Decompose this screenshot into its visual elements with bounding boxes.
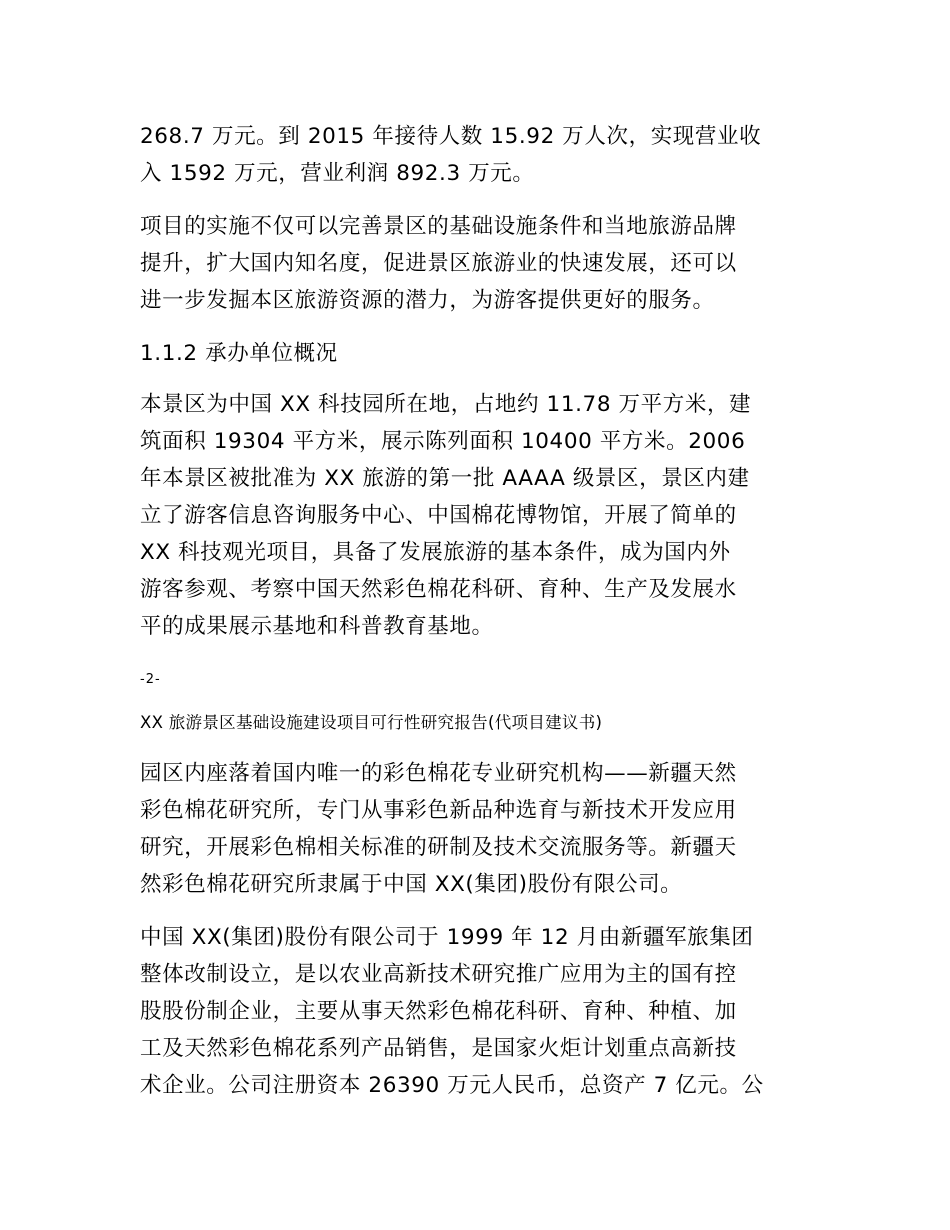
text-line: 筑面积 19304 平方米，展示陈列面积 10400 平方米。2006 <box>140 429 746 454</box>
paragraph-scenic-area <box>140 386 810 645</box>
text-line: 平的成果展示基地和科普教育基地。 <box>140 614 494 639</box>
text-line: 中国 XX(集团)股份有限公司于 1999 年 12 月由新疆军旅集团 <box>140 925 754 950</box>
paragraph-project-benefits <box>140 208 810 319</box>
text-line: 进一步发掘本区旅游资源的潜力，为游客提供更好的服务。 <box>140 288 715 313</box>
text-line: XX 科技观光项目，具备了发展旅游的基本条件，成为国内外 <box>140 540 731 565</box>
text-line: 提升，扩大国内知名度，促进景区旅游业的快速发展，还可以 <box>140 251 737 276</box>
text-line: 术企业。公司注册资本 26390 万元人民币，总资产 7 亿元。公 <box>140 1073 764 1098</box>
text-line: 整体改制设立，是以农业高新技术研究推广应用为主的国有控 <box>140 962 737 987</box>
paragraph-research-institute <box>140 755 810 903</box>
text-line: 年本景区被批准为 XX 旅游的第一批 AAAA 级景区，景区内建 <box>140 466 750 491</box>
document-page <box>140 118 810 1104</box>
paragraph-visitor-revenue <box>140 118 810 192</box>
text-line: 然彩色棉花研究所隶属于中国 XX(集团)股份有限公司。 <box>140 872 683 897</box>
text-line: 268.7 万元。到 2015 年接待人数 15.92 万人次，实现营业收 <box>140 124 762 149</box>
text-line: 园区内座落着国内唯一的彩色棉花专业研究机构——新疆天然 <box>140 761 737 786</box>
text-line: 游客参观、考察中国天然彩色棉花科研、育种、生产及发展水 <box>140 577 737 602</box>
paragraph-company-profile <box>140 919 810 1104</box>
text-line: 项目的实施不仅可以完善景区的基础设施条件和当地旅游品牌 <box>140 214 737 239</box>
text-line: 入 1592 万元，营业利润 892.3 万元。 <box>140 161 535 186</box>
text-line: 研究，开展彩色棉相关标准的研制及技术交流服务等。新疆天 <box>140 835 737 860</box>
text-line: 股股份制企业，主要从事天然彩色棉花科研、育种、种植、加 <box>140 999 737 1024</box>
text-line: 本景区为中国 XX 科技园所在地，占地约 11.78 万平方米，建 <box>140 392 752 417</box>
running-header: XX 旅游景区基础设施建设项目可行性研究报告(代项目建议书) <box>140 713 603 732</box>
page-number: -2- <box>140 672 161 687</box>
text-line: 工及天然彩色棉花系列产品销售，是国家火炬计划重点高新技 <box>140 1036 737 1061</box>
text-line: 立了游客信息咨询服务中心、中国棉花博物馆，开展了简单的 <box>140 503 737 528</box>
text-line: 彩色棉花研究所，专门从事彩色新品种选育与新技术开发应用 <box>140 798 737 823</box>
section-heading: 1.1.2 承办单位概况 <box>140 341 338 366</box>
